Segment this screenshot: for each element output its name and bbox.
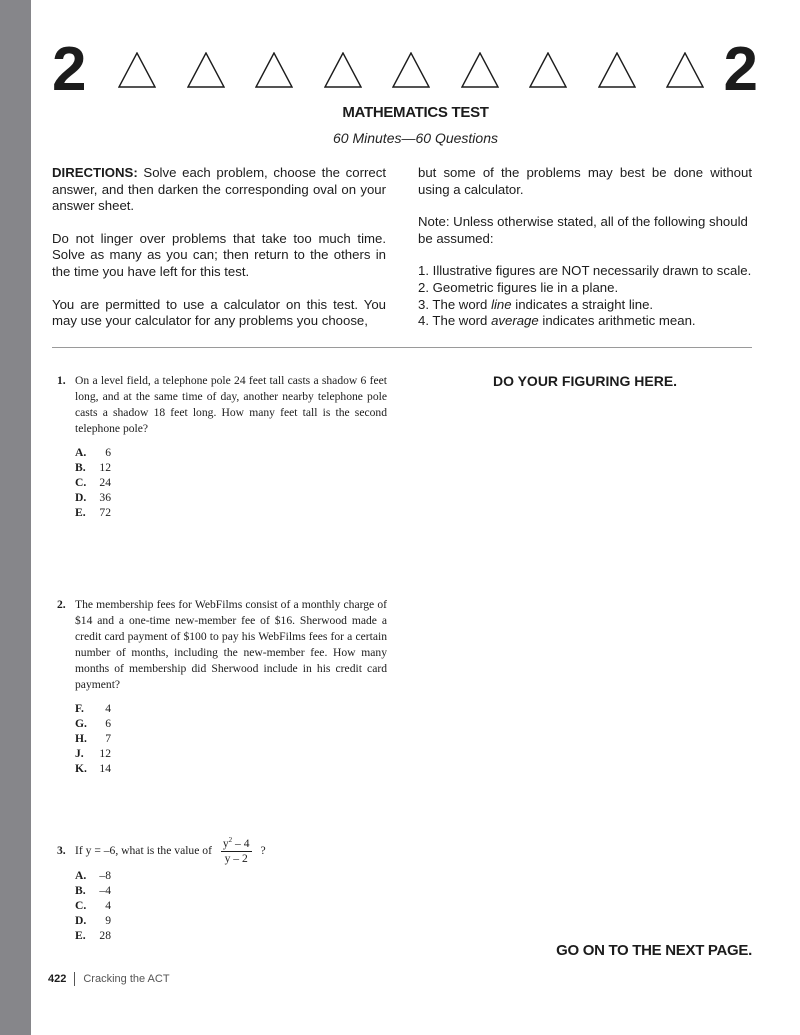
- triangle-icon: [118, 52, 156, 88]
- directions-paragraph-2: Do not linger over problems that take too much time. Solve as many as you can; then return to the others in the time you have left for this test.: [52, 230, 386, 279]
- triangle-icon: [392, 52, 430, 88]
- answer-choice[interactable]: J. 12: [75, 747, 111, 760]
- figuring-label: DO YOUR FIGURING HERE.: [492, 373, 678, 389]
- page-footer: [48, 972, 170, 986]
- answer-choice[interactable]: C. 24: [75, 476, 111, 489]
- section-divider: [52, 347, 752, 348]
- assumption-item: 4. The word average indicates arithmetic mean.: [418, 313, 696, 329]
- answer-choice[interactable]: A. 6: [75, 446, 111, 459]
- book-title: Cracking the ACT: [83, 973, 170, 985]
- answer-choice[interactable]: K. 14: [75, 762, 111, 775]
- assumption-item: 2. Geometric figures lie in a plane.: [418, 279, 619, 295]
- section-number-left: 2: [52, 35, 87, 104]
- triangle-icon: [529, 52, 567, 88]
- answer-choice[interactable]: B. –4: [75, 883, 111, 897]
- directions-paragraph-3: You are permitted to use a calculator on this test. You may use your calculator for any problems you choose,: [52, 296, 386, 329]
- question-number: 3.: [57, 844, 66, 857]
- triangle-icon: [666, 52, 704, 88]
- question-number: 2.: [57, 598, 66, 611]
- answer-choice[interactable]: D. 36: [75, 491, 111, 504]
- answer-choice[interactable]: A. –8: [75, 868, 111, 882]
- footer-divider: [74, 972, 75, 986]
- directions-left-column: [52, 165, 386, 346]
- directions-note: Note: Unless otherwise stated, all of the following should be assumed:: [418, 214, 748, 246]
- question-text: On a level field, a telephone pole 24 feet tall casts a shadow 6 feet long, and at the same time of day, another nearby telephone pole casts a shadow 18 feet long. How many feet tall is the second telephone pole?: [75, 374, 387, 435]
- question-number: 1.: [57, 374, 66, 387]
- directions-right-column: [418, 165, 752, 330]
- answer-choice[interactable]: C. 4: [75, 898, 111, 912]
- answer-choice[interactable]: F. 4: [75, 702, 111, 715]
- directions-text: Solve each problem, choose the correct answer, and then darken the corresponding oval on your answer sheet.: [52, 165, 386, 214]
- section-header: [52, 35, 758, 104]
- answer-choices: [75, 868, 387, 943]
- assumption-list: [418, 263, 752, 329]
- go-on-next-page: GO ON TO THE NEXT PAGE.: [556, 942, 752, 959]
- question-text: The membership fees for WebFilms consist of a monthly charge of $14 and a one-time new-member fee of $16. Sherwood made a credit card payment of $100 to pay his WebFilms fees for a certain number of months, including the new-member fee. How many months of membership did Sherwood include in his credit card payment?: [75, 598, 387, 691]
- answer-choice[interactable]: E. 28: [75, 928, 111, 942]
- answer-choices: [75, 445, 387, 520]
- question-text: If y = –6, what is the value of $\frac{y^2 - 4}{y - 2}$ ?: [75, 835, 387, 868]
- triangle-row: [118, 52, 704, 88]
- question-2: [57, 597, 387, 776]
- assumption-item: 3. The word line indicates a straight line.: [418, 296, 654, 312]
- directions-paragraph-1: [52, 165, 386, 215]
- answer-choice[interactable]: H. 7: [75, 732, 111, 745]
- triangle-icon: [598, 52, 636, 88]
- answer-choice[interactable]: G. 6: [75, 717, 111, 730]
- question-1: [57, 373, 387, 520]
- page-number: 422: [48, 973, 67, 985]
- test-subtitle: 60 Minutes—60 Questions: [333, 130, 498, 146]
- triangle-icon: [187, 52, 225, 88]
- directions-label: DIRECTIONS:: [52, 165, 138, 180]
- triangle-icon: [255, 52, 293, 88]
- page-edge-bar: [0, 0, 31, 1035]
- answer-choice[interactable]: B. 12: [75, 461, 111, 474]
- answer-choices: [75, 701, 387, 776]
- triangle-icon: [461, 52, 499, 88]
- assumption-item: 1. Illustrative figures are NOT necessarily drawn to scale.: [418, 263, 752, 279]
- fraction-expression: $\frac{y^2 - 4}{y - 2}$: [221, 833, 252, 866]
- triangle-icon: [324, 52, 362, 88]
- test-title: MATHEMATICS TEST: [342, 104, 489, 121]
- answer-choice[interactable]: D. 9: [75, 913, 111, 927]
- answer-choice[interactable]: E. 72: [75, 506, 111, 519]
- directions-paragraph-4: but some of the problems may best be done without using a calculator.: [418, 165, 752, 197]
- section-number-right: 2: [723, 35, 758, 104]
- question-3: [57, 835, 387, 943]
